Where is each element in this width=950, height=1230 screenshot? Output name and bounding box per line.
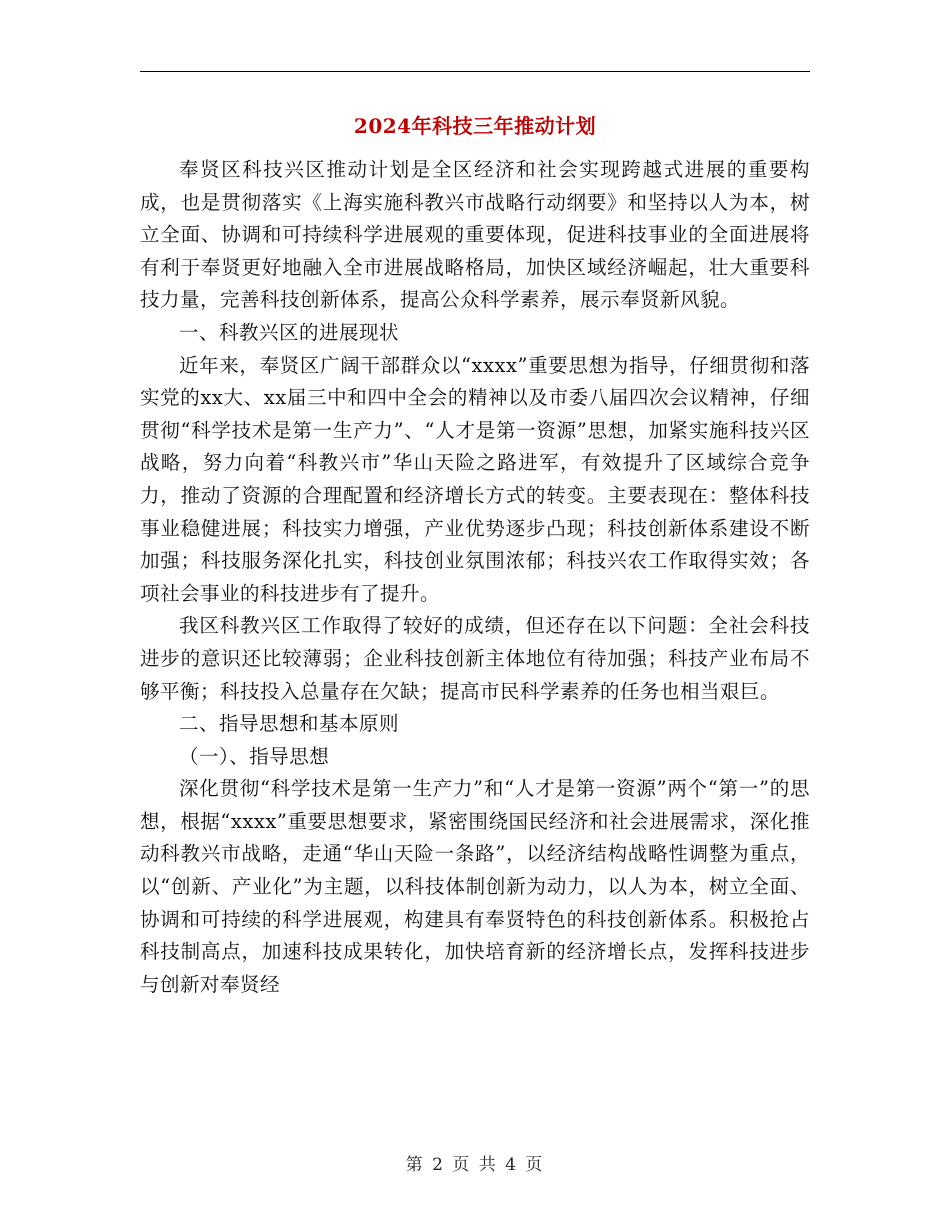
section-heading-2: 二、指导思想和基本原则 <box>179 712 400 736</box>
header-rule <box>140 71 810 72</box>
paragraph-status: 近年来，奉贤区广阔干部群众以“xxxx”重要思想为指导，仔细贯彻和落实党的xx大、xx届三中和四中全会的精神以及市委八届四次会议精神，仔细贯彻“科学技术是第一生产力”、“人才是第一资源”思想，加紧实施科技兴区战略，努力向着“科教兴市”华山天险之路进军，有效提升了区域综合竞争力，推动了资源的合理配置和经济增长方式的转变。主要表现在：整体科技事业稳健进展；科技实力增强，产业优势逐步凸现；科技创新体系建设不断加强；科技服务深化扎实，科技创业氛围浓郁；科技兴农工作取得实效；各项社会事业的科技进步有了提升。 <box>140 353 810 605</box>
paragraph-intro: 奉贤区科技兴区推动计划是全区经济和社会实现跨越式进展的重要构成，也是贯彻落实《上海实施科教兴市战略行动纲要》和坚持以人为本，树立全面、协调和可持续科学进展观的重要体现，促进科技事业的全面进展将有利于奉贤更好地融入全市进展战略格局，加快区域经济崛起，壮大重要科技力量，完善科技创新体系，提高公众科学素养，展示奉贤新风貌。 <box>140 158 810 312</box>
document-title: 2024年科技三年推动计划 <box>353 114 597 138</box>
subsection-heading-1: （一）、指导思想 <box>179 744 330 768</box>
document-body <box>140 108 810 1001</box>
page-number-footer: 第 2 页 共 4 页 <box>405 1155 545 1175</box>
paragraph-guiding-thought: 深化贯彻“科学技术是第一生产力”和“人才是第一资源”两个“第一”的思想，根据“xxxx”重要思想要求，紧密围绕国民经济和社会进展需求，深化推动科教兴市战略，走通“华山天险一条路”，以经济结构战略性调整为重点，以“创新、产业化”为主题，以科技体制创新为动力，以人为本，树立全面、协调和可持续的科学进展观，构建具有奉贤特色的科技创新体系。积极抢占科技制高点，加速科技成果转化，加快培育新的经济增长点，发挥科技进步与创新对奉贤经 <box>140 777 810 996</box>
paragraph-problems: 我区科教兴区工作取得了较好的成绩，但还存在以下问题：全社会科技进步的意识还比较薄弱；企业科技创新主体地位有待加强；科技产业布局不够平衡；科技投入总量存在欠缺；提高市民科学素养的任务也相当艰巨。 <box>140 614 810 703</box>
section-heading-1: 一、科教兴区的进展现状 <box>179 320 400 344</box>
